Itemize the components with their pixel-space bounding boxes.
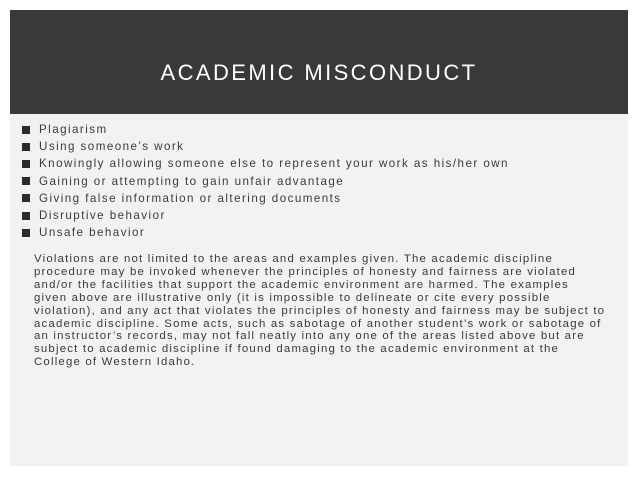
- bullet-list: [22, 121, 509, 241]
- body-paragraph: Violations are not limited to the areas and examples given. The academic discipline procedure may be invoked whenever the principles of honesty and fairness are violated and/or the facilities that support the academic environment are harmed. The examples given above are illustrative only (it is impossible to delineate or cite every possible violation), and any act that violates the principles of honesty and fairness may be subject to academic discipline. Some acts, such as sabotage of another student’s work or sabotage of an instructor’s records, may not fall neatly into any one of the areas listed above but are subject to academic discipline if found damaging to the academic environment at the College of Western Idaho.: [34, 253, 606, 369]
- bullet-label: Unsafe behavior: [39, 226, 146, 240]
- bullet-label: Disruptive behavior: [39, 209, 166, 223]
- square-bullet-icon: [22, 212, 30, 220]
- square-bullet-icon: [22, 143, 30, 151]
- bullet-label: Plagiarism: [39, 123, 108, 137]
- bullet-label: Knowingly allowing someone else to represent your work as his/her own: [39, 157, 509, 171]
- square-bullet-icon: [22, 177, 30, 185]
- bullet-item-knowingly-allowing: [22, 155, 509, 172]
- bullet-item-unsafe-behavior: [22, 224, 509, 241]
- bullet-item-unfair-advantage: [22, 173, 509, 190]
- bullet-label: Gaining or attempting to gain unfair advantage: [39, 174, 345, 188]
- bullet-item-false-information: [22, 190, 509, 207]
- bullet-label: Using someone’s work: [39, 140, 185, 154]
- bullet-label: Giving false information or altering documents: [39, 191, 342, 205]
- bullet-item-plagiarism: [22, 121, 509, 138]
- bullet-item-disruptive-behavior: [22, 207, 509, 224]
- square-bullet-icon: [22, 160, 30, 168]
- square-bullet-icon: [22, 126, 30, 134]
- slide-title: ACADEMIC MISCONDUCT: [160, 60, 478, 85]
- square-bullet-icon: [22, 229, 30, 237]
- bullet-item-using-someones-work: [22, 138, 509, 155]
- title-band: [10, 10, 628, 114]
- square-bullet-icon: [22, 194, 30, 202]
